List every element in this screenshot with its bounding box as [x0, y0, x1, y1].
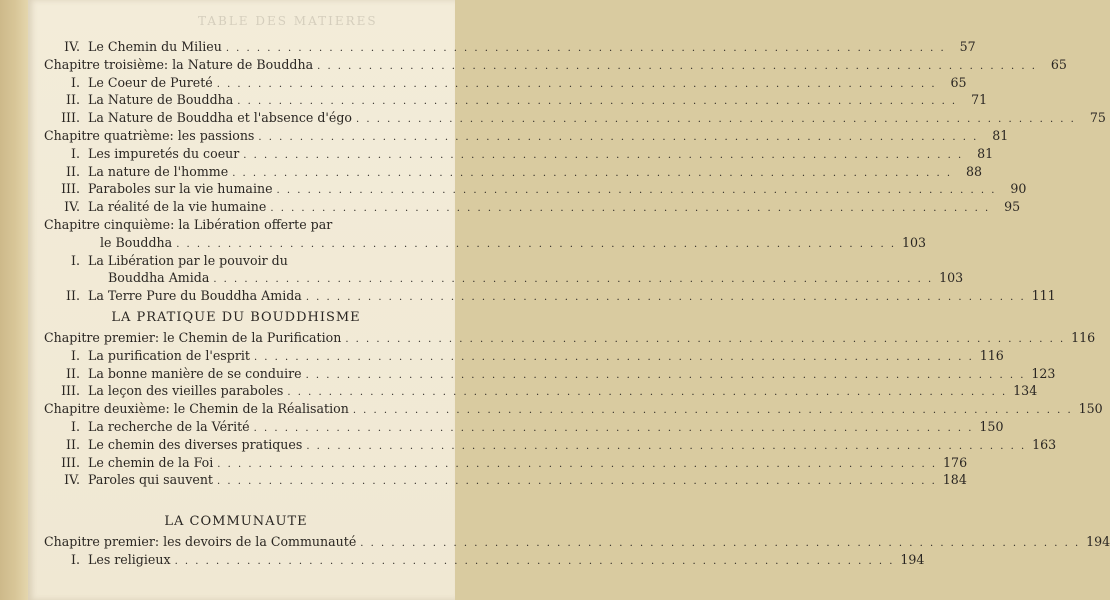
page-number: 116: [979, 347, 1004, 363]
page-number: 194: [900, 551, 925, 567]
toc-chapter[interactable]: [44, 533, 1110, 551]
chapter-title: Chapitre deuxième: le Chemin de la Réalisation: [44, 401, 349, 417]
entry-title: Les impuretés du coeur: [88, 145, 240, 161]
entry-number: I.: [71, 74, 80, 90]
toc-entry[interactable]: [44, 180, 1027, 198]
chapter-title: Chapitre premier: le Chemin de la Purification: [44, 329, 342, 345]
page-number: 65: [950, 74, 967, 90]
toc-chapter[interactable]: [44, 127, 1009, 145]
toc-entry[interactable]: [44, 471, 967, 489]
entry-number: I.: [71, 347, 80, 363]
entry-number: II.: [66, 92, 80, 108]
spacer: [44, 489, 428, 509]
page-number: 184: [942, 472, 967, 488]
page-number: 88: [966, 163, 983, 179]
entry-number: III.: [61, 383, 80, 399]
entry-number: I.: [71, 418, 80, 434]
toc-entry[interactable]: [44, 418, 1004, 436]
page-number: 163: [1032, 436, 1057, 452]
toc-entry[interactable]: [44, 551, 925, 569]
leader-dots: [254, 420, 974, 438]
leader-dots: [306, 438, 1026, 456]
page-number: 81: [992, 127, 1009, 143]
leader-dots: [258, 129, 978, 147]
leader-dots: [306, 289, 1026, 307]
page-number: 103: [901, 234, 927, 250]
toc-chapter[interactable]: [44, 400, 1103, 418]
leader-dots: [226, 40, 946, 58]
entry-title: Paroles qui sauvent: [88, 472, 213, 488]
toc-chapter-5-cont[interactable]: [44, 234, 927, 252]
page-number: 134: [1013, 383, 1038, 399]
toc-entry[interactable]: [44, 382, 1038, 400]
toc-entry[interactable]: [44, 287, 1056, 305]
leader-dots: [287, 384, 1007, 402]
entry-title: Le chemin de la Foi: [88, 454, 214, 470]
toc-chapter[interactable]: [44, 329, 1096, 347]
toc-entry[interactable]: [44, 436, 1057, 454]
chapter-title-line1: Chapitre cinquième: la Libération offerte par: [44, 216, 333, 232]
page-number: 111: [1031, 288, 1056, 304]
entry-title: La leçon des vieilles paraboles: [88, 383, 284, 399]
entry-title: Les religieux: [88, 551, 171, 567]
toc-entry[interactable]: [44, 163, 983, 181]
leader-dots: [254, 349, 974, 367]
page-number: 71: [971, 92, 988, 108]
toc-entry[interactable]: [44, 109, 1106, 127]
leader-dots: [213, 271, 933, 289]
page-number: 75: [1089, 110, 1106, 126]
toc-entry[interactable]: [44, 91, 988, 109]
entry-title: Le chemin des diverses pratiques: [88, 436, 303, 452]
leader-dots: [217, 456, 937, 474]
chapter-title: Chapitre troisième: la Nature de Bouddha: [44, 56, 314, 72]
page-number: 81: [977, 145, 994, 161]
leader-dots: [360, 535, 1080, 553]
toc-entry[interactable]: [44, 38, 976, 56]
toc-entry[interactable]: [44, 454, 968, 472]
entry-title: La bonne manière de se conduire: [88, 365, 302, 381]
book-spine: [0, 0, 28, 600]
page-number: 176: [943, 454, 968, 470]
entry-number: III.: [61, 454, 80, 470]
leader-dots: [232, 165, 952, 183]
leader-dots: [175, 553, 895, 571]
toc-entry[interactable]: [44, 365, 1056, 383]
entry-title-line2: Bouddha Amida: [108, 270, 210, 286]
entry-number: IV.: [64, 39, 80, 54]
page-number: 194: [1086, 534, 1110, 550]
toc-chapter-5[interactable]: [44, 216, 428, 234]
section-heading-communaute: LA COMMUNAUTE: [164, 514, 308, 530]
chapter-title-line2: le Bouddha: [100, 234, 173, 250]
entry-title: La Terre Pure du Bouddha Amida: [88, 288, 302, 304]
table-of-contents: [44, 38, 1110, 569]
entry-number: II.: [66, 436, 80, 452]
entry-title: La purification de l'esprit: [88, 347, 250, 363]
leader-dots: [217, 473, 937, 491]
toc-entry[interactable]: [44, 198, 1021, 216]
toc-list-part2: [44, 329, 1103, 489]
entry-number: IV.: [64, 472, 80, 488]
entry-title: La Libération par le pouvoir du: [88, 252, 288, 268]
toc-chapter[interactable]: [44, 56, 1067, 74]
toc-entry[interactable]: [44, 252, 428, 270]
toc-entry[interactable]: [44, 145, 994, 163]
entry-number: I.: [71, 252, 80, 268]
page-number: 95: [1004, 199, 1021, 215]
entry-title: Paraboles sur la vie humaine: [88, 181, 273, 197]
leader-dots: [356, 111, 1076, 129]
toc-entry[interactable]: [44, 74, 967, 92]
chapter-title: Chapitre premier: les devoirs de la Communauté: [44, 534, 357, 550]
entry-title: La réalité de la vie humaine: [88, 199, 267, 215]
page-number: 123: [1031, 365, 1056, 381]
section-heading-pratique: LA PRATIQUE DU BOUDDHISME: [111, 309, 361, 325]
leader-dots: [345, 331, 1065, 349]
toc-list-part1: [44, 38, 1106, 216]
leader-dots: [353, 402, 1073, 420]
toc-list-part3: [44, 533, 1110, 569]
leader-dots: [270, 200, 990, 218]
leader-dots: [243, 147, 963, 165]
page-number: 90: [1010, 181, 1027, 197]
page-number: 57: [959, 39, 976, 54]
entry-title: La Nature de Bouddha: [88, 92, 234, 108]
page-number: 150: [1078, 401, 1103, 417]
page-number: 103: [939, 270, 964, 286]
page-number: 150: [979, 418, 1004, 434]
page-number: 65: [1050, 56, 1067, 72]
entry-number: III.: [61, 110, 80, 126]
entry-number: II.: [66, 288, 80, 304]
leader-dots: [277, 182, 997, 200]
leader-dots: [306, 367, 1026, 385]
page-number: 116: [1071, 329, 1096, 345]
entry-number: II.: [66, 365, 80, 381]
leader-dots: [317, 58, 1037, 76]
chapter-title: Chapitre quatrième: les passions: [44, 127, 255, 143]
toc-entry[interactable]: [44, 347, 1004, 365]
entry-number: I.: [71, 145, 80, 161]
entry-title: La Nature de Bouddha et l'absence d'égo: [88, 110, 352, 126]
entry-title: La recherche de la Vérité: [88, 418, 250, 434]
leader-dots: [217, 76, 937, 94]
entry-number: I.: [71, 551, 80, 567]
show-through-header: TABLE DES MATIERES: [198, 14, 378, 28]
entry-title: La nature de l'homme: [88, 163, 229, 179]
entry-number: II.: [66, 163, 80, 179]
entry-number: IV.: [64, 199, 80, 215]
toc-entry-cont[interactable]: [44, 269, 964, 287]
entry-title: Le Chemin du Milieu: [88, 39, 222, 54]
entry-title: Le Coeur de Pureté: [88, 74, 213, 90]
entry-number: III.: [61, 181, 80, 197]
